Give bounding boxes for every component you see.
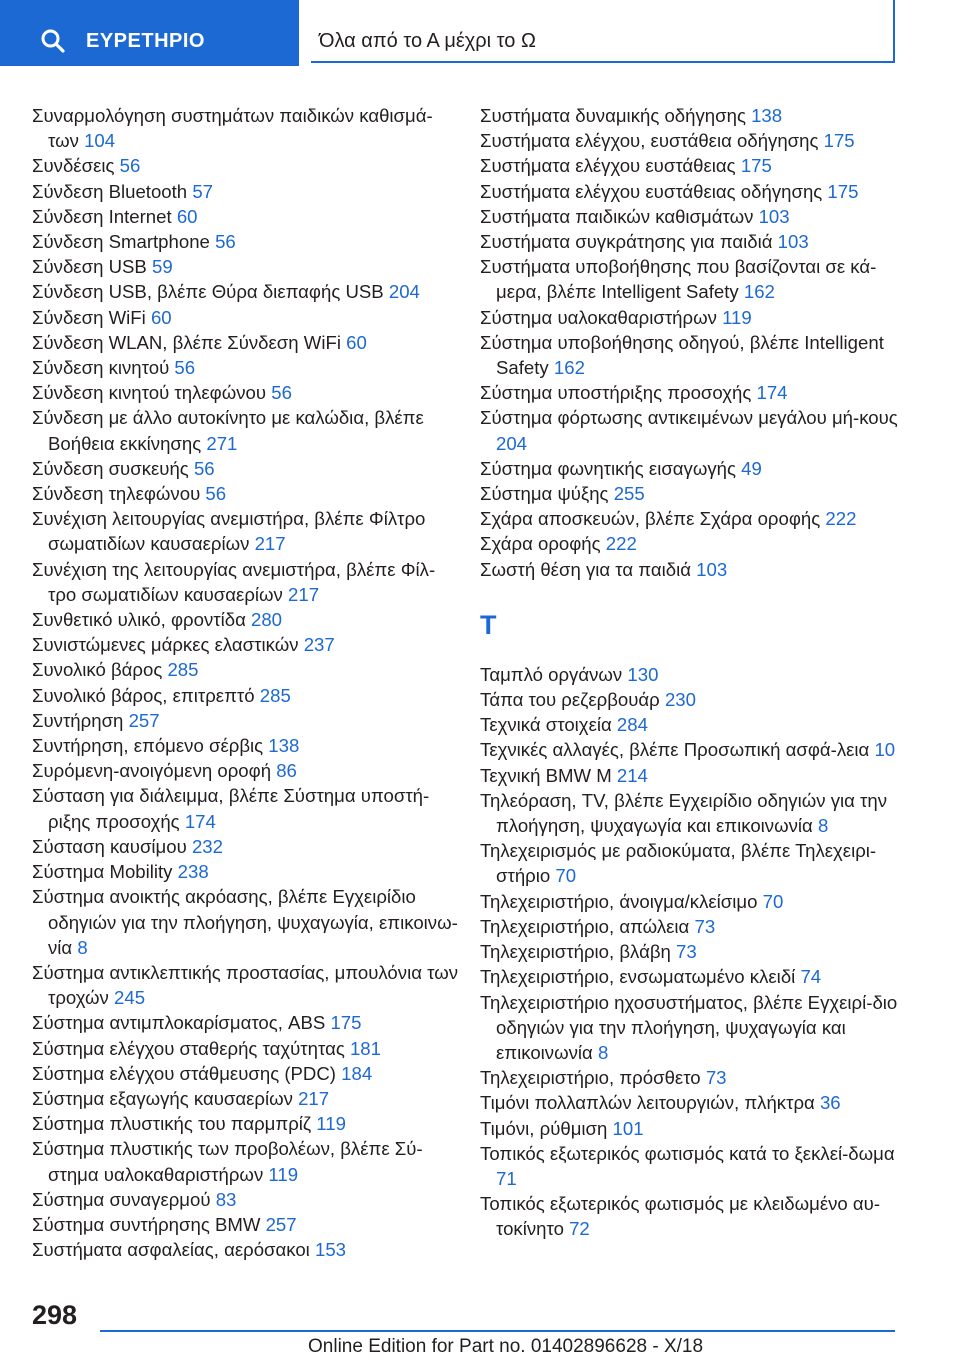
index-entry-page-link[interactable]: 162 — [743, 281, 775, 303]
index-entry-text: Τηλεόραση, TV, βλέπε Εγχειρίδιο οδηγιών για την πλοήγηση, ψυχαγωγία και επικοινωνία — [480, 789, 888, 837]
index-entry — [480, 662, 910, 687]
index-entry-text: Σύστημα ανοικτής ακρόασης, βλέπε Εγχειρίδιο οδηγιών για την πλοήγηση, ψυχαγωγία, επικοινω‐νία — [32, 886, 458, 958]
index-entry-page-link[interactable]: 72 — [569, 1218, 590, 1240]
index-entry-text: Τιμόνι, ρύθμιση — [480, 1117, 608, 1139]
range-tab-label: Όλα από το Α μέχρι το Ω — [319, 30, 536, 52]
index-entry-page-link[interactable]: 285 — [167, 659, 199, 681]
index-entry-page-link[interactable]: 36 — [819, 1092, 841, 1114]
search-icon — [40, 28, 66, 54]
index-entry-page-link[interactable]: 60 — [346, 331, 367, 353]
index-entry — [480, 889, 910, 914]
index-entry — [32, 1136, 462, 1186]
index-entry-text: Σύστημα αντικλεπτικής προστασίας, μπουλόνια των τροχών — [32, 961, 459, 1009]
index-group-sigma — [480, 103, 910, 582]
index-entry-page-link[interactable]: 56 — [193, 457, 215, 479]
index-entry-text: Συνδέσεις — [32, 155, 115, 177]
index-entry-text: Συστήματα ασφαλείας, αερόσακοι — [32, 1239, 310, 1261]
index-entry-page-link[interactable]: 285 — [259, 684, 291, 706]
footer-divider — [100, 1330, 895, 1332]
index-entry-text: Σύστημα υποβοήθησης οδηγού, βλέπε Intelligent Safety — [480, 331, 884, 379]
index-entry-text: Σύνδεση με άλλο αυτοκίνητο με καλώδια, βλέπε Βοήθεια εκκίνησης — [32, 407, 424, 454]
index-entry-page-link[interactable]: 59 — [152, 256, 173, 278]
index-entry-page-link[interactable]: 184 — [341, 1062, 373, 1084]
index-entry-text: Σύστημα συναγερμού — [32, 1188, 211, 1210]
index-entry-page-link[interactable]: 70 — [762, 890, 784, 912]
index-entry-text: Συνιστώμενες μάρκες ελαστικών — [32, 634, 299, 656]
index-entry — [480, 405, 910, 455]
index-entry — [32, 607, 462, 632]
index-entry — [32, 632, 462, 657]
index-entry-text: Συνέχιση της λειτουργίας ανεμιστήρα, βλέπε Φίλ‐τρο σωματιδίων καυσαερίων — [32, 558, 436, 605]
index-entry — [32, 1237, 462, 1262]
index-entry-page-link[interactable]: 101 — [612, 1117, 644, 1139]
index-entry-page-link[interactable]: 56 — [271, 382, 292, 404]
index-entry-page-link[interactable]: 162 — [553, 357, 585, 379]
index-entry-page-link[interactable]: 238 — [177, 861, 209, 883]
index-entry-page-link[interactable]: 8 — [817, 815, 829, 837]
index-entry-text: Τοπικός εξωτερικός φωτισμός κατά το ξεκλεί‐δωμα — [480, 1142, 895, 1164]
index-entry — [32, 1010, 462, 1035]
index-entry-page-link[interactable]: 60 — [176, 205, 198, 227]
index-entry — [480, 531, 910, 556]
index-entry-page-link[interactable]: 181 — [349, 1037, 381, 1059]
index-entry-page-link[interactable]: 217 — [288, 583, 320, 605]
index-entry-page-link[interactable]: 8 — [77, 936, 88, 958]
index-entry-page-link[interactable]: 73 — [705, 1067, 727, 1089]
index-entry-text: Σύνδεση συσκευής — [32, 457, 189, 479]
index-entry-page-link[interactable]: 56 — [205, 483, 227, 505]
index-entry — [480, 330, 910, 380]
index-entry — [32, 758, 462, 783]
index-entry-text: Συναρμολόγηση συστημάτων παιδικών καθισμά‐των — [32, 105, 433, 152]
index-entry — [480, 737, 910, 762]
index-entry-text: Συστήματα συγκράτησης για παιδιά — [480, 231, 773, 253]
index-entry-page-link[interactable]: 49 — [741, 457, 762, 479]
index-entry-text: Τηλεχειρισμός με ραδιοκύματα, βλέπε Τηλεχειρι‐στήριο — [480, 840, 877, 887]
index-entry — [32, 481, 462, 506]
index-entry-text: Σύσταση καυσίμου — [32, 835, 187, 857]
index-entry-text: Σύστημα συντήρησης BMW — [32, 1213, 261, 1235]
index-entry-page-link[interactable]: 222 — [825, 508, 857, 530]
index-entry-text: Σύνδεση Smartphone — [32, 231, 210, 253]
index-entry-page-link[interactable]: 138 — [751, 105, 783, 126]
index-entry-page-link[interactable]: 174 — [184, 810, 216, 832]
index-entry-text: Συνολικό βάρος — [32, 659, 163, 681]
index-entry — [480, 305, 910, 330]
index-entry-text: Τηλεχειριστήριο ηχοσυστήματος, βλέπε Εγχειρί‐διο οδηγιών για την πλοήγηση, ψυχαγωγία και επικοινωνία — [480, 991, 898, 1063]
index-entry-page-link[interactable]: 56 — [119, 155, 141, 177]
index-entry — [32, 506, 462, 556]
index-entry — [32, 683, 462, 708]
index-entry-text: Σύσταση για διάλειμμα, βλέπε Σύστημα υποστή‐ριξης προσοχής — [32, 785, 430, 832]
index-entry-text: Τεχνικές αλλαγές, βλέπε Προσωπική ασφά‐λεια — [480, 739, 870, 761]
index-entry — [32, 733, 462, 758]
index-entry — [32, 405, 462, 455]
index-entry-text: Τιμόνι πολλαπλών λειτουργιών, πλήκτρα — [480, 1092, 815, 1114]
index-entry-page-link[interactable]: 245 — [114, 987, 146, 1009]
index-entry — [480, 254, 910, 304]
index-entry — [480, 103, 910, 128]
index-entry-text: Συστήματα δυναμικής οδήγησης — [480, 105, 746, 126]
index-entry-text: Τηλεχειριστήριο, βλάβη — [480, 941, 671, 963]
index-entry-text: Σύνδεση USB, βλέπε Θύρα διεπαφής USB — [32, 281, 384, 303]
index-entry-text: Σύστημα ελέγχου σταθερής ταχύτητας — [32, 1037, 345, 1059]
index-entry — [480, 712, 910, 737]
index-entry-text: Σύστημα πλυστικής του παρμπρίζ — [32, 1113, 312, 1135]
index-entry-text: Σύστημα αντιμπλοκαρίσματος, ABS — [32, 1012, 326, 1034]
index-entry — [32, 1111, 462, 1136]
index-entry — [480, 939, 910, 964]
index-entry — [32, 279, 462, 304]
header-bar — [0, 0, 960, 66]
index-entry-text: Σωστή θέση για τα παιδιά — [480, 558, 691, 580]
index-entry-text: Σύστημα εξαγωγής καυσαερίων — [32, 1087, 293, 1109]
index-entry-page-link[interactable]: 175 — [823, 130, 855, 152]
index-entry-page-link[interactable]: 103 — [758, 205, 790, 227]
index-entry-page-link[interactable]: 73 — [676, 941, 697, 963]
index-group-tau — [480, 662, 910, 1242]
index-entry — [32, 834, 462, 859]
index-entry-page-link[interactable]: 130 — [627, 663, 659, 685]
index-entry-page-link[interactable]: 255 — [613, 483, 645, 505]
index-entry-text: Σύστημα υαλοκαθαριστήρων — [480, 306, 717, 328]
index-entry-page-link[interactable]: 8 — [597, 1041, 609, 1063]
index-entry-page-link[interactable]: 284 — [616, 714, 648, 736]
index-entry-text: Συνθετικό υλικό, φροντίδα — [32, 609, 246, 631]
index-entry — [480, 1065, 910, 1090]
index-entry — [480, 687, 910, 712]
index-entry — [32, 153, 462, 178]
index-entry-text: Τάπα του ρεζερβουάρ — [480, 689, 660, 711]
index-entry-page-link[interactable]: 175 — [827, 180, 859, 202]
index-entry-page-link[interactable]: 119 — [722, 306, 752, 328]
index-entry-text: Συστήματα παιδικών καθισμάτων — [480, 205, 754, 227]
index-entry-page-link[interactable]: 271 — [206, 432, 238, 454]
index-entry-page-link[interactable]: 119 — [268, 1163, 299, 1185]
index-entry — [480, 964, 910, 989]
index-entry-page-link[interactable]: 103 — [696, 558, 728, 580]
index-entry-page-link[interactable]: 214 — [616, 764, 648, 786]
index-entry-page-link[interactable]: 174 — [756, 382, 788, 404]
index-entry — [32, 1212, 462, 1237]
index-entry-page-link[interactable]: 104 — [84, 130, 116, 152]
index-entry — [480, 557, 910, 582]
index-entry-text: Τηλεχειριστήριο, απώλεια — [480, 915, 690, 937]
index-entry — [32, 884, 462, 960]
index-entry-text: Τεχνικά στοιχεία — [480, 714, 612, 736]
index-entry — [32, 859, 462, 884]
index-entry — [32, 355, 462, 380]
index-entry — [32, 330, 462, 355]
index-entry-page-link[interactable]: 204 — [496, 432, 528, 454]
index-entry-page-link[interactable]: 57 — [192, 180, 214, 202]
index-entry-page-link[interactable]: 83 — [215, 1188, 237, 1210]
index-entry-page-link[interactable]: 280 — [251, 609, 283, 631]
index-entry-text: Συνολικό βάρος, επιτρεπτό — [32, 684, 255, 706]
index-entry-text: Σύστημα υποστήριξης προσοχής — [480, 382, 752, 404]
index-entry-text: Σύστημα φωνητικής εισαγωγής — [480, 457, 736, 479]
index-entry — [32, 204, 462, 229]
index-entry — [480, 838, 910, 888]
index-entry-text: Συστήματα ελέγχου ευστάθειας — [480, 155, 736, 177]
index-entry-text: Σύστημα φόρτωσης αντικειμένων μεγάλου μή‐κους — [480, 407, 898, 429]
index-entry — [480, 128, 910, 153]
index-entry-text: Τοπικός εξωτερικός φωτισμός με κλειδωμένο αυ‐τοκίνητο — [480, 1193, 881, 1240]
index-entry — [480, 914, 910, 939]
index-entry-text: Συστήματα υποβοήθησης που βασίζονται σε κά‐μερα, βλέπε Intelligent Safety — [480, 256, 877, 303]
index-entry-page-link[interactable]: 257 — [128, 709, 160, 731]
index-entry-text: Σύστημα ελέγχου στάθμευσης (PDC) — [32, 1062, 336, 1084]
index-entry-text: Σύνδεση WLAN, βλέπε Σύνδεση WiFi — [32, 331, 341, 353]
index-entry-page-link[interactable]: 237 — [303, 634, 335, 656]
index-entry — [480, 1116, 910, 1141]
index-entry-text: Τηλεχειριστήριο, πρόσθετο — [480, 1067, 701, 1089]
index-entry — [32, 1086, 462, 1111]
index-entry-text: Σύνδεση WiFi — [32, 306, 146, 328]
index-entry-text: Σύνδεση Bluetooth — [32, 180, 188, 202]
index-entry-page-link[interactable]: 257 — [265, 1213, 297, 1235]
index-entry — [480, 204, 910, 229]
index-entry — [32, 179, 462, 204]
index-entry-page-link[interactable]: 204 — [388, 281, 420, 303]
index-entry — [480, 380, 910, 405]
edition-footer: Online Edition for Part no. 01402896628 - X/18 — [308, 1336, 704, 1357]
index-entry-page-link[interactable]: 175 — [740, 155, 772, 177]
index-entry-text: Τηλεχειριστήριο, ενσωματωμένο κλειδί — [480, 966, 796, 988]
index-entry — [32, 657, 462, 682]
index-entry-page-link[interactable]: 217 — [298, 1087, 330, 1109]
index-entry-page-link[interactable]: 175 — [330, 1012, 362, 1034]
index-entry-page-link[interactable]: 232 — [191, 835, 223, 857]
index-entry-page-link[interactable]: 10 — [874, 739, 896, 761]
index-entry-text: Ταμπλό οργάνων — [480, 663, 623, 685]
index-entry — [480, 1090, 910, 1115]
range-tab[interactable] — [311, 0, 895, 63]
index-entry — [480, 481, 910, 506]
index-entry-text: Συστήματα ελέγχου ευστάθειας οδήγησης — [480, 180, 823, 202]
index-entry — [32, 960, 462, 1010]
section-letter-heading: Τ — [480, 609, 497, 640]
index-entry — [32, 783, 462, 833]
index-entry-page-link[interactable]: 86 — [276, 760, 297, 782]
index-entry-text: Σύστημα Mobility — [32, 861, 173, 883]
index-column-left — [32, 103, 462, 1262]
index-entry-text: Σύνδεση κινητού τηλεφώνου — [32, 382, 267, 404]
index-entry — [32, 557, 462, 607]
index-entry-text: Σύστημα ψύξης — [480, 483, 609, 505]
index-entry — [32, 254, 462, 279]
index-entry-page-link[interactable]: 71 — [496, 1167, 517, 1189]
index-entry-text: Συρόμενη-ανοιγόμενη οροφή — [32, 760, 272, 782]
index-entry-text: Σύνδεση κινητού — [32, 357, 170, 379]
index-entry — [32, 305, 462, 330]
index-entry-text: Σύνδεση Internet — [32, 205, 172, 227]
index-entry-text: Σχάρα οροφής — [480, 533, 601, 555]
index-entry-page-link[interactable]: 222 — [605, 533, 637, 555]
index-entry — [480, 763, 910, 788]
index-entry-text: Σύνδεση USB — [32, 256, 147, 278]
index-entry — [480, 506, 910, 531]
index-entry-page-link[interactable]: 217 — [254, 533, 286, 555]
index-entry-page-link[interactable]: 103 — [777, 231, 809, 253]
index-entry-page-link[interactable]: 138 — [268, 735, 300, 757]
index-entry-page-link[interactable]: 73 — [694, 915, 716, 937]
index-entry-text: Συνέχιση λειτουργίας ανεμιστήρα, βλέπε Φίλτρο σωματιδίων καυσαερίων — [32, 508, 426, 555]
index-entry-text: Συστήματα ελέγχου, ευστάθεια οδήγησης — [480, 130, 819, 152]
index-entry — [480, 153, 910, 178]
index-entry — [32, 103, 462, 153]
index-tab-label: ΕΥΡΕΤΗΡΙΟ — [86, 30, 205, 52]
index-entry — [480, 990, 910, 1066]
index-entry-text: Σχάρα αποσκευών, βλέπε Σχάρα οροφής — [480, 508, 821, 530]
index-entry — [32, 229, 462, 254]
index-entry — [32, 1187, 462, 1212]
index-entry-page-link[interactable]: 230 — [664, 689, 696, 711]
index-entry-page-link[interactable]: 119 — [316, 1113, 346, 1135]
index-entry — [480, 788, 910, 838]
index-entry-text: Συντήρηση, επόμενο σέρβις — [32, 735, 264, 757]
index-entry — [32, 708, 462, 733]
page-number: 298 — [32, 1300, 78, 1330]
index-entry-page-link[interactable]: 74 — [800, 966, 822, 988]
index-entry-text: Συντήρηση — [32, 709, 124, 731]
index-entry-text: Τηλεχειριστήριο, άνοιγμα/κλείσιμο — [480, 890, 758, 912]
index-entry — [480, 1191, 910, 1241]
index-entry-page-link[interactable]: 153 — [314, 1239, 347, 1261]
index-entry — [480, 179, 910, 204]
index-entry-page-link[interactable]: 70 — [555, 865, 577, 887]
index-entry — [32, 456, 462, 481]
index-entry-page-link[interactable]: 56 — [215, 231, 236, 253]
index-entry — [32, 1036, 462, 1061]
index-entry — [32, 1061, 462, 1086]
index-entry-text: Τεχνική BMW M — [480, 764, 612, 786]
index-tab[interactable] — [0, 0, 299, 66]
index-entry — [480, 456, 910, 481]
index-entry-text: Σύνδεση τηλεφώνου — [32, 483, 201, 505]
index-entry — [480, 229, 910, 254]
index-entry-page-link[interactable]: 60 — [150, 306, 172, 328]
index-entry-page-link[interactable]: 56 — [174, 357, 196, 379]
index-entry — [32, 380, 462, 405]
index-entry — [480, 1141, 910, 1191]
index-entry-text: Σύστημα πλυστικής των προβολέων, βλέπε Σύ‐στημα υαλοκαθαριστήρων — [32, 1138, 423, 1185]
index-column-right — [480, 103, 910, 1242]
